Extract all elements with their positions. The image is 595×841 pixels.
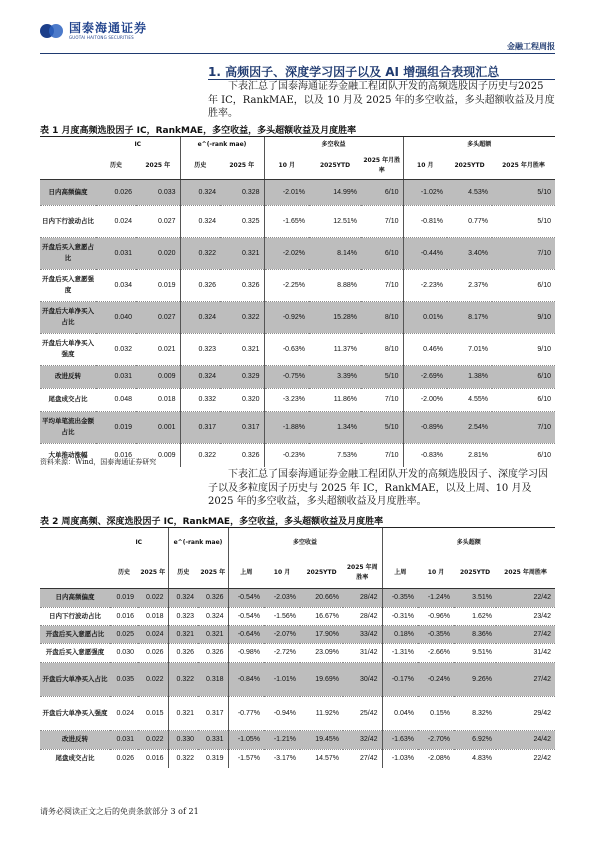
table-cell: 0.321 (168, 625, 198, 643)
table-cell: 3.51% (454, 588, 496, 607)
table1 (40, 137, 555, 467)
table-cell: -2.72% (264, 643, 300, 662)
table-cell: -1.31% (382, 643, 418, 662)
table-cell: 0.332 (180, 388, 220, 411)
table-cell: 0.001 (136, 411, 180, 443)
table-cell: 19.45% (300, 730, 343, 749)
table-cell: -0.35% (418, 625, 454, 643)
table-row (40, 388, 555, 411)
table2-group-header-row (40, 528, 555, 558)
table-cell: -2.08% (427, 755, 451, 763)
table2-sub-header: 历史 (110, 558, 138, 588)
factor-name-cell: 尾盘成交占比 (40, 388, 96, 411)
table-cell: 28/42 (343, 607, 382, 625)
table-cell: 0.324 (180, 365, 220, 388)
table-cell: 25/42 (343, 696, 382, 730)
table-cell: 0.016 (110, 607, 138, 625)
table-cell: -0.75% (264, 365, 309, 388)
table-cell: 19.69% (300, 662, 343, 696)
table-cell: 14.57% (315, 755, 340, 763)
factor-name-cell: 改进反转 (40, 730, 110, 749)
brand-logo (40, 22, 147, 40)
table-cell: 27/42 (496, 662, 555, 696)
table-cell: 1.62% (454, 607, 496, 625)
table-cell: 15.28% (309, 301, 361, 333)
table-cell: -0.92% (264, 301, 309, 333)
table2-sub-header: 2025 年周胜率 (343, 558, 382, 588)
table-cell: 3.39% (309, 365, 361, 388)
table2-sub-header-row (40, 558, 555, 588)
logo-name-cn: 国泰海通证券 (69, 21, 148, 35)
table-cell: -2.23% (403, 269, 447, 301)
table-row (40, 662, 555, 696)
table-cell: 7.01% (447, 333, 492, 365)
table2-title: 表 2 周度高频、深度选股因子 IC，RankMAE，多空收益，多头超额收益及月度胜率 (40, 517, 384, 527)
table-cell: 0.321 (198, 625, 228, 643)
logo-name-en: GUOTAI HAITONG SECURITIES (69, 35, 134, 40)
table-cell: -0.84% (228, 662, 264, 696)
factor-name-cell: 开盘后大单净买入占比 (40, 301, 96, 333)
table1-group-header-row (40, 137, 555, 153)
table-cell: 0.030 (110, 643, 138, 662)
table-cell: 0.024 (96, 205, 136, 237)
table-cell: 0.326 (180, 269, 220, 301)
table-cell: 0.326 (220, 269, 264, 301)
table-cell: 0.032 (96, 333, 136, 365)
table1-sub-header-row (40, 153, 555, 179)
table-cell: 0.18% (382, 625, 418, 643)
table-cell: 4.53% (447, 179, 492, 205)
table-cell: -1.24% (418, 588, 454, 607)
table2-sub-header: 10 月 (418, 558, 454, 588)
table-cell: 7/10 (361, 269, 403, 301)
table-cell: 5/10 (361, 411, 403, 443)
table-cell: 29/42 (496, 696, 555, 730)
table-cell: 0.320 (220, 388, 264, 411)
table-cell: 1.38% (447, 365, 492, 388)
table-row (40, 205, 555, 237)
table2-sub-header: 2025 年 (198, 558, 228, 588)
table-cell: -2.25% (264, 269, 309, 301)
table1-sub-header: 10 月 (264, 153, 309, 179)
factor-name-cell: 开盘后买入意愿占比 (40, 237, 96, 269)
table2-group-header: IC (135, 539, 143, 546)
table-cell: 0.016 (114, 451, 132, 459)
page-header (0, 0, 595, 56)
table-cell: 31/42 (496, 643, 555, 662)
table-cell: 0.031 (96, 365, 136, 388)
table-cell: -2.66% (418, 643, 454, 662)
table2-group-header: e^(-rank mae) (168, 528, 228, 558)
table-cell: 6/10 (361, 237, 403, 269)
table-cell: 0.317 (220, 411, 264, 443)
table-cell: 0.026 (116, 755, 134, 763)
table-cell: 7/10 (361, 388, 403, 411)
table-cell: -0.44% (403, 237, 447, 269)
table-cell: -0.94% (264, 696, 300, 730)
table-cell: 9.26% (454, 662, 496, 696)
table-row (40, 696, 555, 730)
table-cell: 0.326 (168, 643, 198, 662)
table2 (40, 528, 555, 768)
table-cell: 0.040 (96, 301, 136, 333)
page-footer: 请务必阅读正文之后的免责条款部分 3 of 21 (40, 807, 199, 816)
section-title: 1. 高频因子、深度学习因子以及 AI 增强组合表现汇总 (208, 65, 500, 79)
table1-group-header: e^(-rank mae) (180, 137, 264, 153)
table2-group-header: 多头超额 (382, 528, 555, 558)
table-cell: 0.027 (136, 301, 180, 333)
table-cell: 0.324 (180, 205, 220, 237)
table-cell: -1.21% (264, 730, 300, 749)
table-cell: 0.323 (168, 607, 198, 625)
table-cell: -2.02% (264, 237, 309, 269)
table-cell: 0.326 (198, 588, 228, 607)
table-row (40, 607, 555, 625)
table-cell: -0.81% (403, 205, 447, 237)
table-cell: 27/42 (496, 625, 555, 643)
table2-sub-header: 2025 年周胜率 (496, 558, 555, 588)
table-cell: 0.324 (198, 607, 228, 625)
table-cell: 4.83% (472, 755, 493, 763)
table-cell: -2.03% (264, 588, 300, 607)
factor-name-cell: 日内高频偏度 (40, 588, 110, 607)
table-cell: 0.048 (96, 388, 136, 411)
table-cell: 2.54% (447, 411, 492, 443)
table-cell: -0.96% (418, 607, 454, 625)
table-cell: -1.63% (382, 730, 418, 749)
table-cell: 0.325 (220, 205, 264, 237)
table-cell: 6/10 (537, 451, 552, 459)
table-cell: 0.324 (180, 301, 220, 333)
table-row (40, 643, 555, 662)
factor-name-cell: 尾盘成交占比 (55, 754, 95, 763)
table-cell: 7/10 (492, 411, 555, 443)
table-cell: 0.329 (220, 365, 264, 388)
table-cell: 3.40% (447, 237, 492, 269)
table-cell: 8.14% (309, 237, 361, 269)
factor-name-cell: 开盘后买入意愿强度 (40, 269, 96, 301)
table2-group-header: 多空收益 (228, 528, 382, 558)
table-cell: 22/42 (496, 588, 555, 607)
table-cell: 0.324 (180, 179, 220, 205)
table-cell: -0.31% (382, 607, 418, 625)
table-cell: 7/10 (492, 237, 555, 269)
table1-sub-header: 历史 (180, 153, 220, 179)
table-cell: 0.033 (136, 179, 180, 205)
table-cell: 6.92% (454, 730, 496, 749)
table-cell: 0.016 (145, 755, 164, 763)
table-cell: 0.318 (198, 662, 228, 696)
table-cell: 0.326 (198, 643, 228, 662)
factor-name-cell: 日内下行波动占比 (40, 607, 110, 625)
table-cell: 5/10 (492, 179, 555, 205)
factor-name-cell: 开盘后大单净买入强度 (40, 333, 96, 365)
table-cell: 27/42 (360, 755, 378, 763)
table-cell: 0.46% (403, 333, 447, 365)
table-cell: 23/42 (496, 607, 555, 625)
table-cell: 0.027 (136, 205, 180, 237)
table-cell: 0.323 (180, 333, 220, 365)
table-cell: -0.64% (228, 625, 264, 643)
table-cell: 0.331 (198, 730, 228, 749)
table-cell: 0.321 (168, 696, 198, 730)
table-cell: -2.01% (264, 179, 309, 205)
table-cell: 0.319 (205, 755, 224, 763)
table-cell: -1.88% (264, 411, 309, 443)
table2-sub-header: 2025YTD (454, 558, 496, 588)
table-cell: 8/10 (361, 333, 403, 365)
table-row (40, 749, 555, 768)
table-cell: 0.026 (96, 179, 136, 205)
table1-sub-header: 2025 年月胜率 (361, 153, 403, 179)
table-cell: 16.67% (300, 607, 343, 625)
table1-group-header: 多空收益 (264, 137, 403, 153)
table-cell: -2.69% (403, 365, 447, 388)
factor-name-cell: 平均单笔流出金额占比 (40, 411, 96, 443)
table-cell: 0.015 (138, 696, 168, 730)
table-cell: 8.36% (454, 625, 496, 643)
table-cell: 5/10 (492, 205, 555, 237)
factor-name-cell: 大单推动涨幅 (48, 450, 88, 459)
table-cell: -1.05% (228, 730, 264, 749)
table-cell: -0.54% (228, 607, 264, 625)
table-cell: 0.04% (382, 696, 418, 730)
table1-sub-header: 2025 年月胜率 (492, 153, 555, 179)
table-cell: -1.03% (382, 749, 418, 768)
table-cell: 6/10 (492, 388, 555, 411)
table-cell: 6/10 (492, 269, 555, 301)
table-cell: 0.321 (220, 237, 264, 269)
factor-name-cell: 开盘后买入意愿占比 (40, 625, 110, 643)
table-cell: 4.55% (447, 388, 492, 411)
table-cell: -0.35% (382, 588, 418, 607)
table-cell: 9/10 (492, 333, 555, 365)
table-cell: -2.70% (418, 730, 454, 749)
table1-sub-header: 2025YTD (309, 153, 361, 179)
table-cell: 20.66% (300, 588, 343, 607)
table-cell: -1.65% (264, 205, 309, 237)
table-cell: 12.51% (309, 205, 361, 237)
table-cell: -1.57% (228, 749, 264, 768)
table-cell: 24/42 (496, 730, 555, 749)
table1-sub-header: 2025 年 (136, 153, 180, 179)
table-cell: 9/10 (492, 301, 555, 333)
table-row (40, 333, 555, 365)
table-cell: -0.17% (382, 662, 418, 696)
table2-sub-header: 上周 (382, 558, 418, 588)
table1-sub-header: 2025YTD (447, 153, 492, 179)
table-cell: -0.89% (403, 411, 447, 443)
table-cell: 30/42 (343, 662, 382, 696)
table-cell: 0.026 (138, 643, 168, 662)
table-cell: -1.02% (403, 179, 447, 205)
table2-sub-header: 上周 (228, 558, 264, 588)
table-cell: -1.01% (264, 662, 300, 696)
table-cell: 0.328 (220, 179, 264, 205)
table-cell: 0.322 (220, 301, 264, 333)
table-cell: 0.018 (138, 607, 168, 625)
table-cell: 0.019 (110, 588, 138, 607)
table-cell: 33/42 (343, 625, 382, 643)
table-cell: 5/10 (361, 365, 403, 388)
table-cell: -2.07% (264, 625, 300, 643)
table-cell: 8.88% (309, 269, 361, 301)
table-cell: 0.15% (418, 696, 454, 730)
table-cell: 0.322 (180, 443, 220, 467)
table1-sub-header: 历史 (96, 153, 136, 179)
table-cell: 0.022 (138, 662, 168, 696)
table-cell: 14.99% (309, 179, 361, 205)
table-cell: 0.020 (136, 237, 180, 269)
table-cell: -0.77% (228, 696, 264, 730)
table-cell: 0.031 (96, 237, 136, 269)
table-row (40, 365, 555, 388)
table2-sub-header: 2025YTD (300, 558, 343, 588)
table-cell: -0.54% (228, 588, 264, 607)
factor-name-cell: 改进反转 (40, 365, 96, 388)
table-cell: -3.23% (264, 388, 309, 411)
table-cell: 0.024 (110, 696, 138, 730)
table-cell: 32/42 (343, 730, 382, 749)
table1-group-header: 多头超额 (403, 137, 555, 153)
table2-sub-header: 历史 (168, 558, 198, 588)
table-cell: 9.51% (454, 643, 496, 662)
report-type-label: 金融工程周报 (507, 42, 555, 51)
section-intro: 下表汇总了国泰海通证券金融工程团队开发的高频选股因子历史与2025 年 IC，RankMAE，以及 10 月及 2025 年的多空收益，多头超额收益及月度胜率。 (208, 81, 555, 119)
table-cell: 0.326 (241, 451, 260, 459)
header-rule (40, 53, 555, 54)
table2-sub-header: 2025 年 (138, 558, 168, 588)
table-cell: 7/10 (384, 451, 399, 459)
table-row (40, 237, 555, 269)
table-cell: 11.37% (309, 333, 361, 365)
table1-sub-header: 2025 年 (220, 153, 264, 179)
table-row (40, 301, 555, 333)
table-row (40, 411, 555, 443)
table-row (40, 588, 555, 607)
table-cell: 0.009 (136, 365, 180, 388)
table-cell: 11.92% (300, 696, 343, 730)
table-cell: 28/42 (343, 588, 382, 607)
table-cell: 0.317 (198, 696, 228, 730)
table-cell: 0.021 (136, 333, 180, 365)
table-cell: 2.81% (468, 451, 489, 459)
table-cell: 0.77% (447, 205, 492, 237)
table-cell: 0.022 (138, 588, 168, 607)
table-cell: 11.86% (309, 388, 361, 411)
table-cell: 0.317 (180, 411, 220, 443)
table-cell: 0.321 (220, 333, 264, 365)
factor-name-cell: 开盘后买入意愿强度 (40, 643, 110, 662)
table-row (40, 269, 555, 301)
table-cell: 0.01% (403, 301, 447, 333)
table-cell: -1.56% (264, 607, 300, 625)
table-cell: 7.53% (337, 451, 358, 459)
table-cell: 0.009 (157, 451, 176, 459)
table-cell: 0.322 (180, 237, 220, 269)
table-cell: -0.83% (403, 443, 447, 467)
table-cell: 31/42 (343, 643, 382, 662)
table-cell: 8.17% (447, 301, 492, 333)
factor-name-cell: 日内高频偏度 (40, 179, 96, 205)
table-cell: 17.90% (300, 625, 343, 643)
table-cell: -0.23% (264, 443, 309, 467)
table-cell: -0.98% (228, 643, 264, 662)
table-cell: 0.330 (168, 730, 198, 749)
factor-name-cell: 日内下行波动占比 (40, 205, 96, 237)
factor-name-cell: 开盘后大单净买入占比 (40, 662, 110, 696)
table1-source: 资料来源：Wind，国泰海通证券研究 (40, 458, 157, 466)
table-cell: 8.32% (454, 696, 496, 730)
table-cell: -2.00% (403, 388, 447, 411)
table-cell: 1.34% (309, 411, 361, 443)
table-row (40, 625, 555, 643)
table-cell: 0.022 (138, 730, 168, 749)
table-cell: 0.035 (110, 662, 138, 696)
table-cell: -3.17% (273, 755, 297, 763)
table2-sub-header: 10 月 (264, 558, 300, 588)
table-row (40, 179, 555, 205)
table2-intro: 下表汇总了国泰海通证券金融工程团队开发的高频选股因子、深度学习因子以及多粒度因子历史与 2025 年 IC，RankMAE，以及上周、10 月及 2025 年的多空收益，多头超额收益及月度胜率。 (208, 469, 548, 507)
table-cell: 0.324 (168, 588, 198, 607)
table-row (40, 730, 555, 749)
table-cell: 0.018 (136, 388, 180, 411)
logo-icon (40, 22, 66, 40)
table-cell: -0.63% (264, 333, 309, 365)
table-cell: 0.031 (110, 730, 138, 749)
table-cell: 6/10 (361, 179, 403, 205)
table-cell: 8/10 (361, 301, 403, 333)
table-cell: 0.024 (138, 625, 168, 643)
factor-name-cell: 开盘后大单净买入强度 (40, 696, 110, 730)
table-cell: 7/10 (361, 205, 403, 237)
table1-sub-header: 10 月 (403, 153, 447, 179)
table-cell: 6/10 (492, 365, 555, 388)
table-cell: 0.019 (96, 411, 136, 443)
table-cell: 0.019 (136, 269, 180, 301)
table-cell: 22/42 (533, 755, 552, 763)
table1-title: 表 1 月度高频选股因子 IC，RankMAE，多空收益，多头超额收益及月度胜率 (40, 126, 357, 136)
table-cell: 0.322 (168, 749, 198, 768)
table-cell: 23.09% (300, 643, 343, 662)
table-cell: 0.025 (110, 625, 138, 643)
table-cell: 0.322 (168, 662, 198, 696)
table-cell: -0.24% (418, 662, 454, 696)
table1-group-header: IC (134, 141, 142, 148)
table-cell: 0.034 (96, 269, 136, 301)
table-cell: 2.37% (447, 269, 492, 301)
